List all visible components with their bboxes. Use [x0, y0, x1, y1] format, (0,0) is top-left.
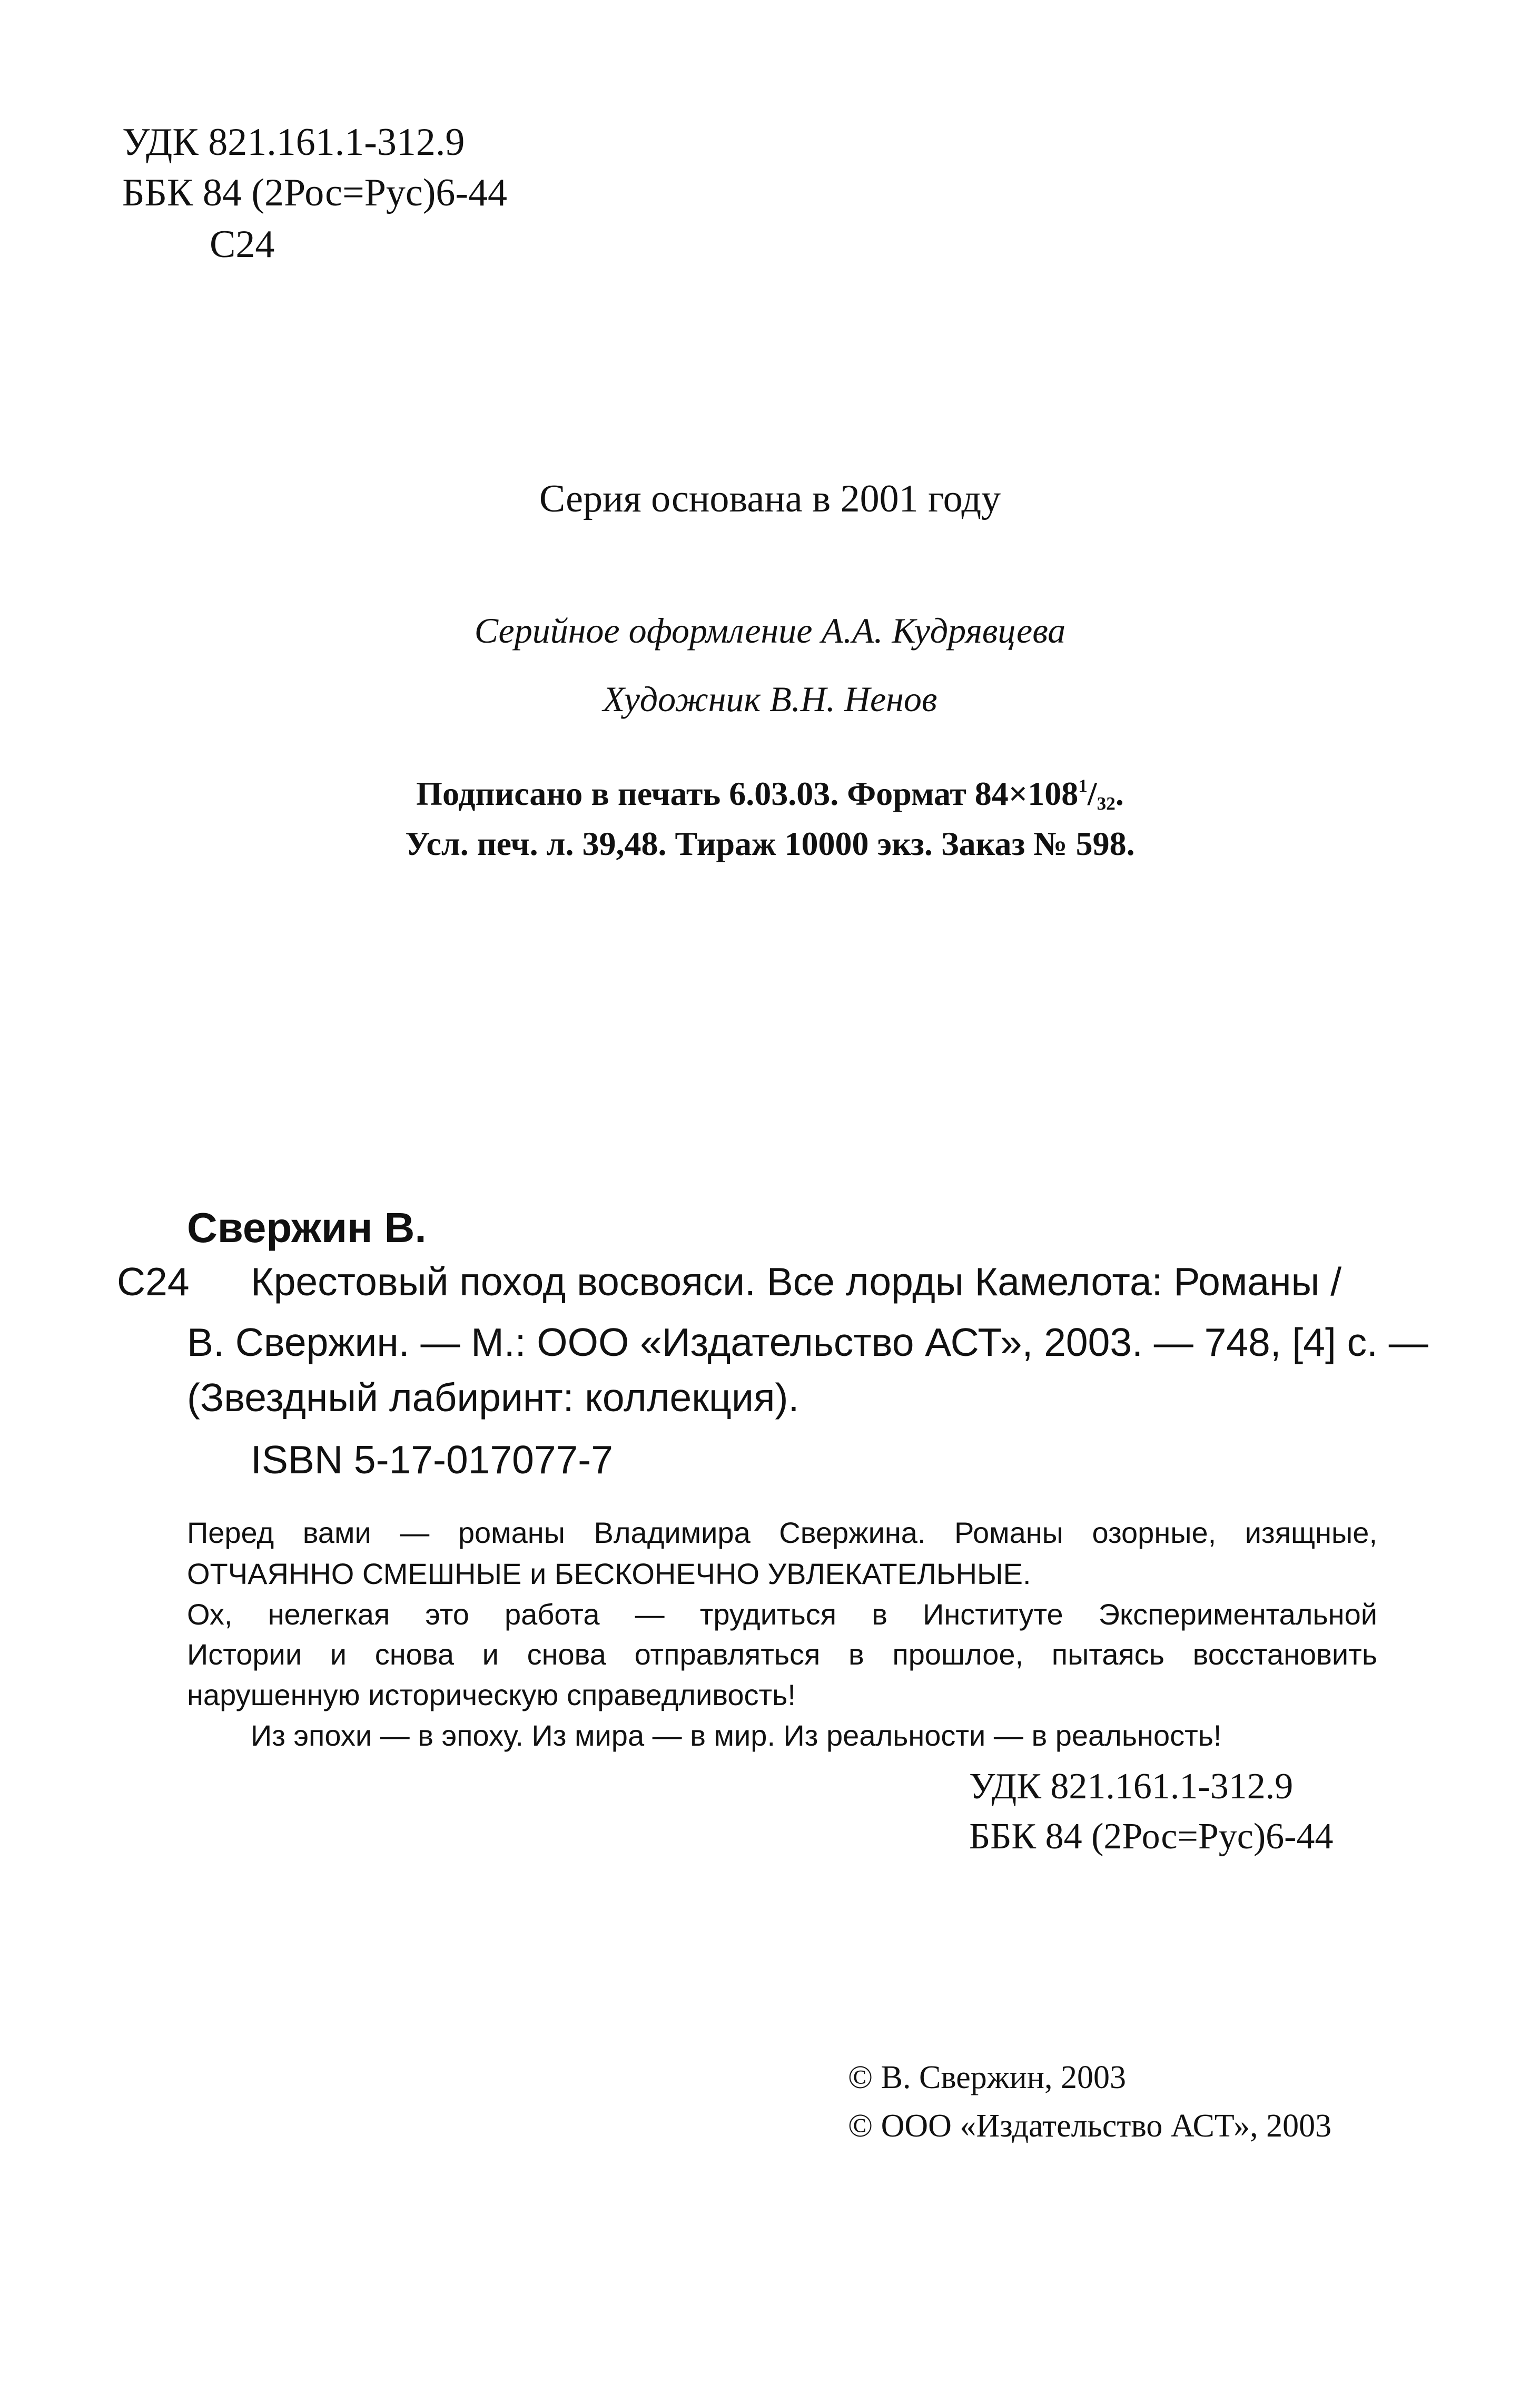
copyright-author: © В. Свержин, 2003 — [848, 2060, 1126, 2095]
footer-bbk: ББК 84 (2Рос=Рус)6-44 — [969, 1816, 1334, 1857]
footer-udk: УДК 821.161.1-312.9 — [969, 1766, 1294, 1807]
isbn: ISBN 5-17-017077-7 — [251, 1438, 613, 1482]
annotation-line-6: Из эпохи — в эпоху. Из мира — в мир. Из реальности — в реальность! — [251, 1719, 1222, 1752]
annotation-line-5: нарушенную историческую справедливость! — [187, 1678, 796, 1711]
annotation-line-1: Перед вами — романы Владимира Свержина. Романы озорные, изящные, — [187, 1516, 1377, 1549]
imprint-line-2: Усл. печ. л. 39,48. Тираж 10000 экз. Заказ № 598. — [405, 825, 1135, 862]
header-bbk: ББК 84 (2Рос=Рус)6-44 — [122, 171, 508, 214]
imprint-line-1-main: Подписано в печать 6.03.03. Формат 84×108 — [416, 775, 1079, 812]
annotation-line-3: Ох, нелегкая это работа — трудиться в Институте Экспериментальной — [187, 1598, 1377, 1631]
bibliography-code: С24 — [117, 1259, 190, 1304]
bibliography-line-2: В. Свержин. — М.: ООО «Издательство АСТ», 2003. — 748, [4] с. — — [187, 1320, 1428, 1364]
imprint-fraction-denominator: 32 — [1097, 793, 1115, 814]
series-founded: Серия основана в 2001 году — [539, 477, 1001, 520]
imprint-line-1-end: . — [1115, 775, 1124, 812]
header-udk: УДК 821.161.1-312.9 — [122, 121, 465, 164]
bibliography-line-3: (Звездный лабиринт: коллекция). — [187, 1375, 799, 1420]
series-design: Серийное оформление А.А. Кудрявцева — [474, 611, 1066, 651]
bibliography-line-1: Крестовый поход восвояси. Все лорды Камелота: Романы / — [251, 1259, 1342, 1304]
imprint-fraction-numerator: 1 — [1078, 775, 1088, 796]
bibliography-author: Свержин В. — [187, 1204, 427, 1251]
header-code: С24 — [210, 223, 275, 266]
annotation-line-2: ОТЧАЯННО СМЕШНЫЕ и БЕСКОНЕЧНО УВЛЕКАТЕЛЬНЫЕ. — [187, 1557, 1031, 1590]
series-artist: Художник В.Н. Ненов — [603, 679, 937, 719]
imprint-line-1 — [0, 774, 1540, 814]
copyright-publisher: © ООО «Издательство АСТ», 2003 — [848, 2108, 1332, 2144]
annotation-line-4: Истории и снова и снова отправляться в прошлое, пытаясь восстановить — [187, 1638, 1377, 1671]
imprint-fraction-slash: / — [1087, 775, 1097, 812]
